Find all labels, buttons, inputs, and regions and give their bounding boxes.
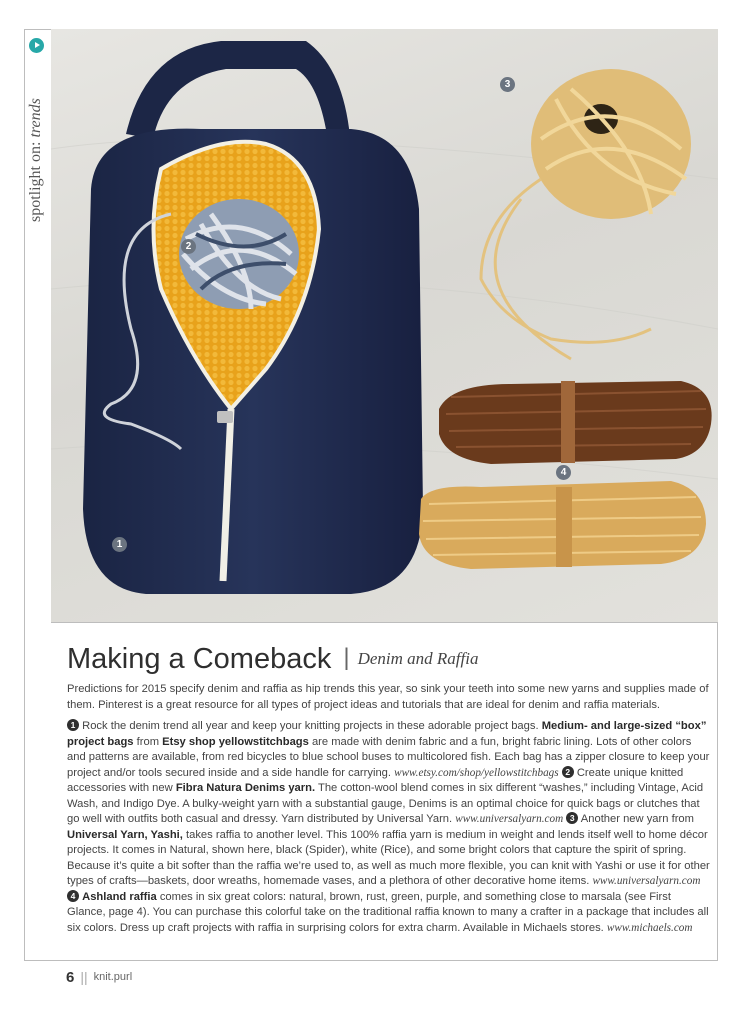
bold-span: Fibra Natura Denims yarn. (175, 782, 316, 794)
play-icon (29, 38, 44, 53)
etsy-link[interactable]: www.etsy.com/shop/yellowstitchbags (394, 766, 559, 779)
article-headline (67, 643, 478, 676)
callout-2: 2 (181, 239, 196, 254)
section-prefix: spotlight on: (27, 141, 44, 222)
title-separator: | (343, 644, 350, 671)
callout-1: 1 (112, 537, 127, 552)
item-number-2: 2 (562, 766, 574, 778)
article-title: Making a Comeback (67, 643, 332, 675)
article (51, 622, 718, 962)
bold-span: Etsy shop yellowstitchbags (162, 735, 309, 748)
text-span: are made with denim fabric and a fun, bright fabric lining. Lots of other colors and patterns are available, from red bicycles to blue school buses to multicolored fish. Each bag has a zipper closure to keep your project and/or tools secured inside and a side handle for carrying. (67, 735, 710, 779)
magazine-name: knit.purl (93, 971, 133, 983)
section-topic: trends (27, 98, 44, 138)
bold-span: Medium- and large-sized “box” project bags (67, 720, 707, 748)
item-number-1: 1 (67, 719, 79, 731)
article-subtitle: Denim and Raffia (357, 649, 479, 668)
page-footer (66, 969, 132, 987)
item-number-4: 4 (67, 890, 79, 902)
page-number: 6 (66, 969, 75, 986)
item-number-3: 3 (566, 812, 578, 824)
article-body (67, 719, 712, 936)
denim-yarn-ball (179, 199, 299, 309)
product-illustration (51, 29, 718, 622)
bold-span: Universal Yarn, Yashi, (67, 828, 183, 841)
section-label-text (27, 72, 45, 222)
text-span: comes in six great colors: natural, brown, rust, green, purple, and something close to marsala (see First Glance, page 4). You can purchase this colorful take on the traditional raffia known to many a crafter in a package that includes all six colors. Dress up craft projects with raffia in surprising colors for extra charm. Available in Michaels stores. (67, 890, 709, 934)
product-photo (51, 29, 718, 622)
text-span: The cotton-wool blend comes in six different “washes,” including Vintage, Acid Wash, and Indigo Dye. A bulky-weight yarn with a substantial gauge, Denims is an optimal choice for quick bags or clutches that go well with outfits both casual and dressy. Yarn distributed by Universal Yarn. (67, 782, 704, 825)
bold-span: Ashland raffia (82, 890, 157, 903)
michaels-link[interactable]: www.michaels.com (606, 921, 693, 934)
text-span: Another new yarn from (578, 813, 694, 825)
footer-divider: || (80, 969, 88, 985)
universalyarn-link[interactable]: www.universalyarn.com (592, 875, 701, 887)
text-span: Create unique knitted accessories with new (67, 766, 684, 794)
text-span: takes raffia to another level. This 100% raffia yarn is medium in weight and lends itself well to home décor projects. It comes in Natural, shown here, black (Spider), white (Rice), and some bright colors that capture the spirit of spring. Because it’s quite a bit softer than the raffia we’re used to, as well as much more flexible, you can knit with Yashi or use it for other types of crafts—baskets, door wreaths, homemade vases, and a plethora of other decorative home items. (67, 828, 710, 887)
callout-4: 4 (556, 465, 571, 480)
callout-3: 3 (500, 77, 515, 92)
text-span: from (133, 735, 163, 748)
article-intro: Predictions for 2015 specify denim and raffia as hip trends this year, so sink your teeth into some new yarns and supplies made of them. Pinterest is a great resource for all types of project ideas and tutorials that are ideal for denim and raffia materials. (67, 683, 709, 711)
raffia-yarn-ball (531, 69, 691, 219)
section-label (27, 36, 47, 222)
text-span: Rock the denim trend all year and keep your knitting projects in these adorable project bags. (79, 720, 542, 732)
universalyarn-link[interactable]: www.universalyarn.com (455, 813, 564, 825)
